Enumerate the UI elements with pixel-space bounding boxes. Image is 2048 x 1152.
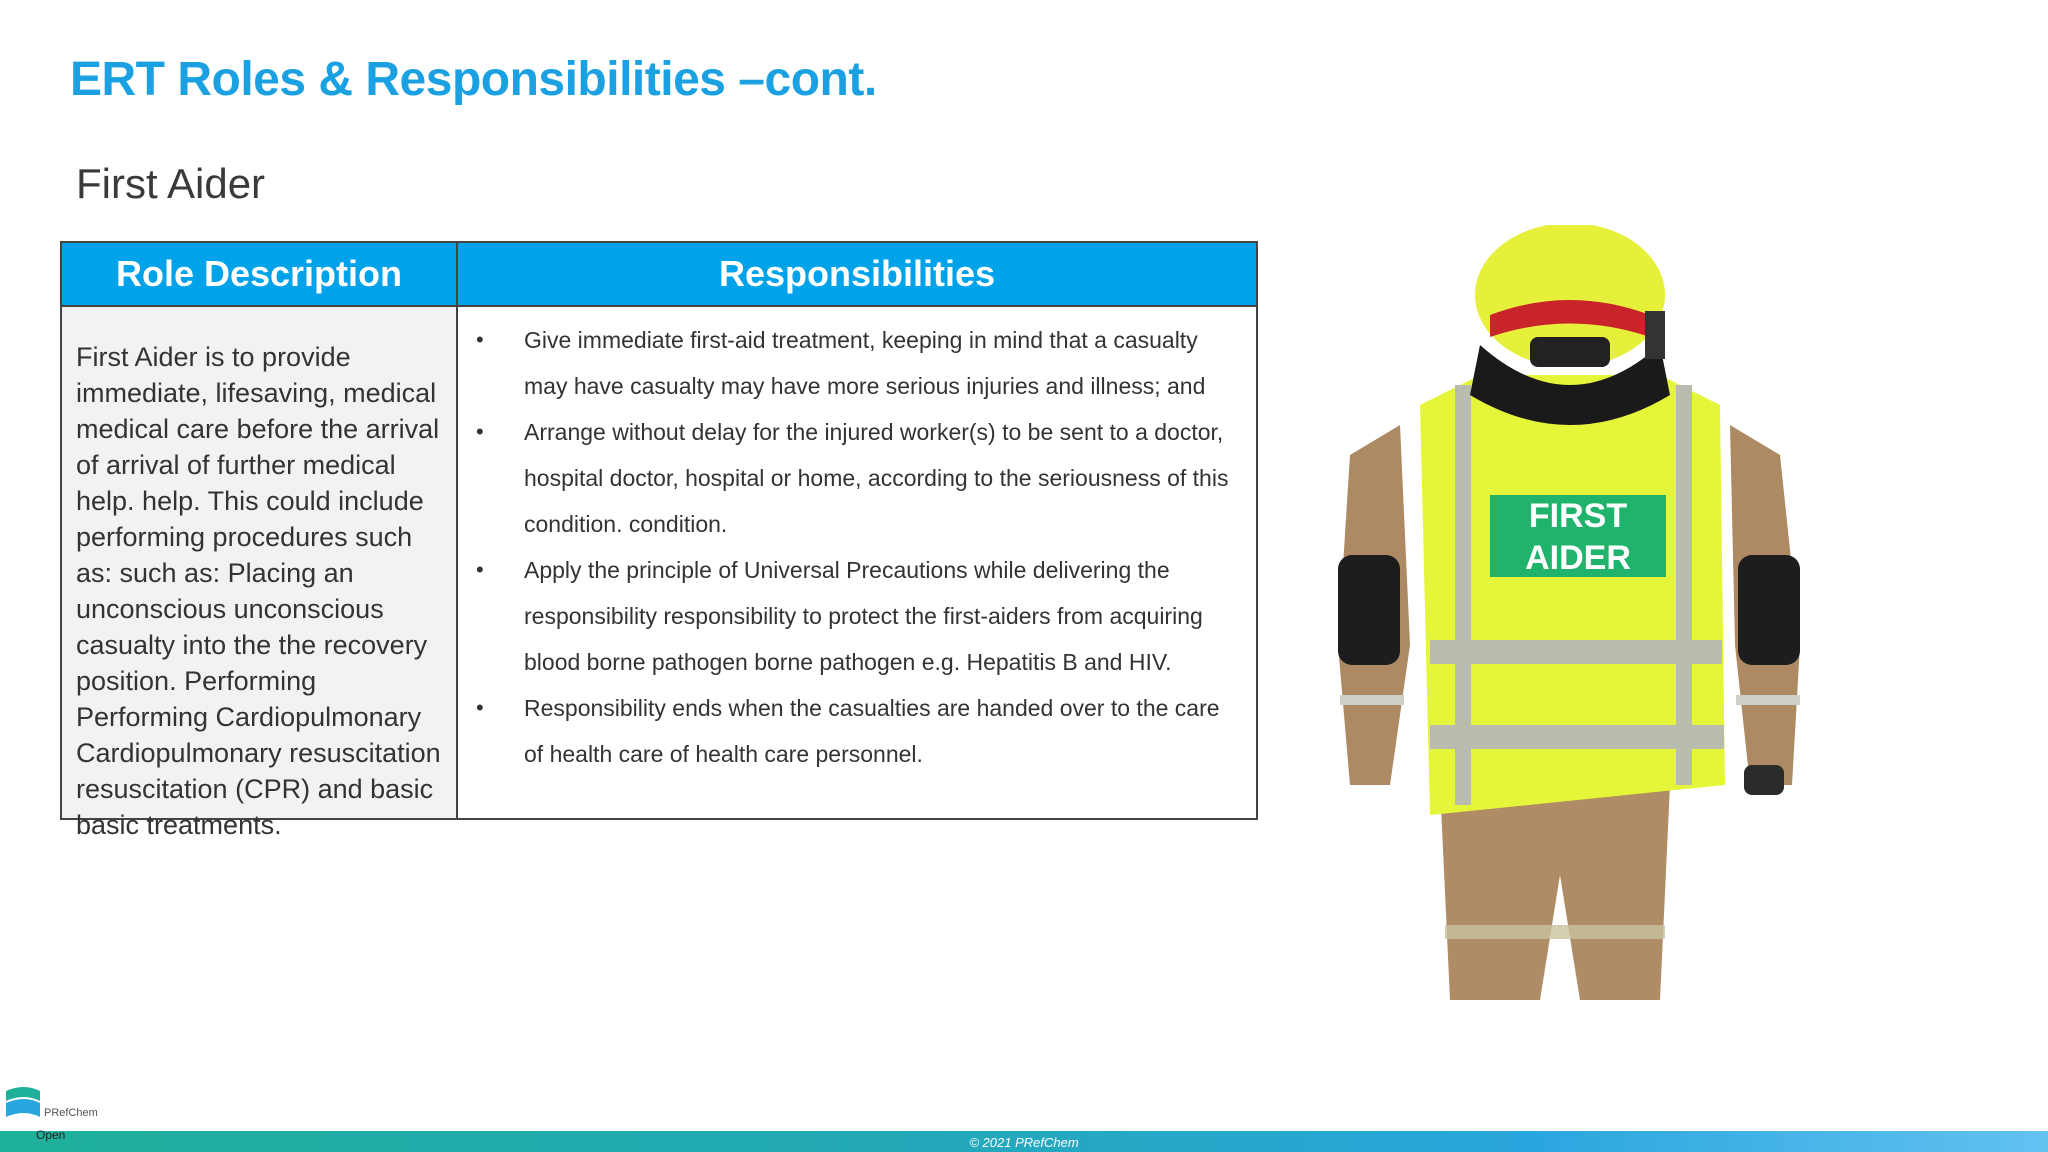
slide-title: ERT Roles & Responsibilities –cont. bbox=[70, 53, 877, 106]
header-role-description: Role Description bbox=[62, 243, 458, 305]
responsibilities-list bbox=[476, 317, 1244, 777]
helmet-side-bracket bbox=[1645, 311, 1665, 359]
classification-label: Open bbox=[36, 1128, 66, 1142]
responsibilities-cell bbox=[460, 307, 1256, 818]
logo-text: PRefChem bbox=[44, 1107, 98, 1119]
section-subtitle: First Aider bbox=[76, 160, 266, 207]
responsibility-item: • Responsibility ends when the casualties are handed over to the care of health care of health care personnel. bbox=[476, 685, 1244, 777]
header-responsibilities: Responsibilities bbox=[458, 243, 1256, 305]
trousers-shape bbox=[1440, 785, 1670, 1000]
footer-bar bbox=[0, 1131, 2048, 1152]
left-arm-stripe bbox=[1340, 695, 1404, 705]
right-glove bbox=[1744, 765, 1784, 795]
responsibility-item: • Give immediate first-aid treatment, keeping in mind that a casualty may have casualty may have more serious injuries and illness; and bbox=[476, 317, 1244, 409]
right-elbow-pad bbox=[1738, 555, 1800, 665]
roles-table bbox=[60, 241, 1258, 840]
vest-horizontal-stripe-upper bbox=[1430, 640, 1722, 664]
vest-text-line2: AIDER bbox=[1525, 539, 1631, 577]
responsibility-item: • Apply the principle of Universal Precautions while delivering the responsibility responsibility to protect the first-aiders from acquiring blood borne pathogen borne pathogen e.g. Hepatitis B and HIV. bbox=[476, 547, 1244, 685]
trouser-reflective-stripe bbox=[1445, 925, 1665, 939]
role-description-cell: First Aider is to provide immediate, lifesaving, medical medical care before the arrival of arrival of further medical help. help. This could include performing procedures such as: such as: Placing an unconscious unconscious casualty into the the recovery position. Performing Performing Cardiopulmonary Cardiopulmonary resuscitation resuscitation (CPR) and basic basic treatments. bbox=[62, 307, 458, 818]
left-elbow-pad bbox=[1338, 555, 1400, 665]
helmet-rear-strap bbox=[1530, 337, 1610, 367]
copyright-text: © 2021 PRefChem bbox=[969, 1135, 1079, 1150]
right-arm-stripe bbox=[1736, 695, 1800, 705]
vest-text-line1: FIRST bbox=[1528, 497, 1628, 535]
first-aider-photo bbox=[1330, 225, 1810, 1000]
vest-horizontal-stripe-lower bbox=[1430, 725, 1724, 749]
responsibility-item: • Arrange without delay for the injured worker(s) to be sent to a doctor, hospital doctor, hospital or home, according to the seriousness of this condition. condition. bbox=[476, 409, 1244, 547]
